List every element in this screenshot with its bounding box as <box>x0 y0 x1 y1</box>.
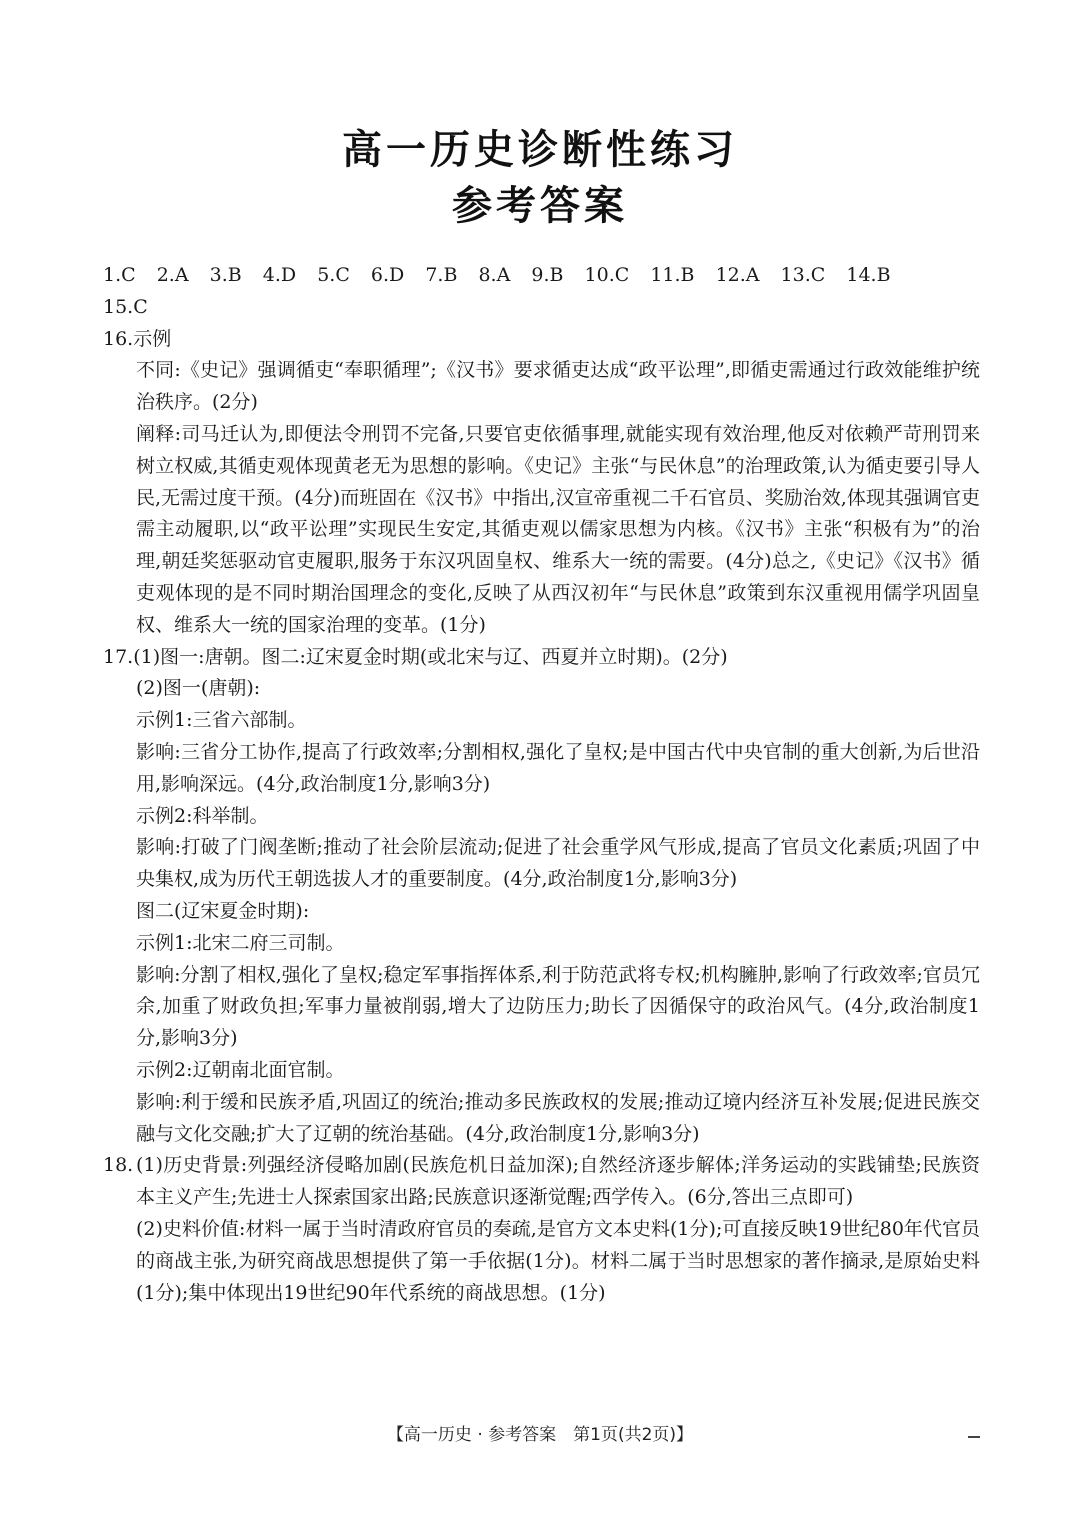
page-footer: 【高一历史 · 参考答案 第1页(共2页)】 <box>386 1425 694 1445</box>
page-title: 高一历史诊断性练习 <box>342 127 738 173</box>
q16-difference: 不同:《史记》强调循吏“奉职循理”;《汉书》要求循吏达成“政平讼理”,即循吏需通过行政效能维护统治秩序。(2分) <box>136 359 980 414</box>
mcq-answers-row-1 <box>103 260 980 292</box>
q17-example-3: 示例1:北宋二府三司制。 <box>136 931 345 954</box>
mcq-answer: 2.A <box>156 264 189 286</box>
q17-part2-heading: (2)图一(唐朝): <box>136 677 261 700</box>
q17-example-2-effect: 影响:打破了门阀垄断;推动了社会阶层流动;促进了社会重学风气形成,提高了官员文化素质;巩固了中央集权,成为历代王朝选拔人才的重要制度。(4分,政治制度1分,影响3分) <box>136 836 980 891</box>
mcq-answer: 5.C <box>317 264 350 286</box>
mcq-answer: 13.C <box>780 264 826 286</box>
mcq-answer: 3.B <box>209 264 242 286</box>
q18-part2: (2)史料价值:材料一属于当时清政府官员的奏疏,是官方文本史料(1分);可直接反映19世纪80年代官员的商战主张,为研究商战思想提供了第一手依据(1分)。材料二属于当时思想家的著作摘录,是原始史料(1分);集中体现出19世纪90年代系统的商战思想。(1分) <box>136 1217 980 1304</box>
q17-example-4-effect: 影响:利于缓和民族矛盾,巩固辽的统治;推动多民族政权的发展;推动辽境内经济互补发展;促进民族交融与文化交融;扩大了辽朝的统治基础。(4分,政治制度1分,影响3分) <box>136 1090 980 1145</box>
mcq-answers-row-2: 15.C <box>103 295 148 318</box>
corner-mark <box>968 1436 980 1438</box>
q18-part1-text: (1)历史背景:列强经济侵略加剧(民族危机日益加深);自然经济逐步解体;洋务运动的实践铺垫;民族资本主义产生;先进士人探索国家出路;民族意识逐渐觉醒;西学传入。(6分,答出三点即可) <box>136 1154 980 1209</box>
q16-explanation: 阐释:司马迁认为,即便法令刑罚不完备,只要官吏依循事理,就能实现有效治理,他反对依赖严苛刑罚来树立权威,其循吏观体现黄老无为思想的影响。《史记》主张“与民休息”的治理政策,认为循吏要引导人民,无需过度干预。(4分)而班固在《汉书》中指出,汉宣帝重视二千石官员、奖励治效,体现其强调官吏需主动履职,以“政平讼理”实现民生安定,其循吏观以儒家思想为内核。《汉书》主张“积极有为”的治理,朝廷奖惩驱动官吏履职,服务于东汉巩固皇权、维系大一统的需要。(4分)总之,《史记》《汉书》循吏观体现的是不同时期治国理念的变化,反映了从西汉初年“与民休息”政策到东汉重视用儒学巩固皇权、维系大一统的国家治理的变革。(1分) <box>136 422 980 636</box>
q17-example-3-effect: 影响:分割了相权,强化了皇权;稳定军事指挥体系,利于防范武将专权;机构臃肿,影响了行政效率;官员冗余,加重了财政负担;军事力量被削弱,增大了边防压力;助长了因循保守的政治风气。(4分,政治制度1分,影响3分) <box>136 963 980 1050</box>
mcq-answer: 7.B <box>425 264 458 286</box>
mcq-answer: 9.B <box>531 264 564 286</box>
q17-example-2: 示例2:科举制。 <box>136 804 269 827</box>
q17-example-1-effect: 影响:三省分工协作,提高了行政效率;分割相权,强化了皇权;是中国古代中央官制的重大创新,为后世沿用,影响深远。(4分,政治制度1分,影响3分) <box>136 740 980 795</box>
q17-figure-2-heading: 图二(辽宋夏金时期): <box>136 899 310 922</box>
mcq-answer: 4.D <box>262 264 297 286</box>
mcq-answer: 11.B <box>650 264 695 286</box>
mcq-answer: 12.A <box>715 264 760 286</box>
q18-part1 <box>103 1150 980 1214</box>
mcq-answer: 14.B <box>846 264 891 286</box>
page-subtitle: 参考答案 <box>452 183 628 229</box>
mcq-answer: 8.A <box>478 264 511 286</box>
q16-label: 16.示例 <box>103 327 172 350</box>
answer-body <box>103 260 980 1309</box>
q17-part1: 17.(1)图一:唐朝。图二:辽宋夏金时期(或北宋与辽、西夏并立时期)。(2分) <box>103 645 728 668</box>
mcq-answer: 10.C <box>584 264 630 286</box>
q17-example-1: 示例1:三省六部制。 <box>136 709 307 732</box>
mcq-answer: 6.D <box>370 264 405 286</box>
q18-number: 18. <box>103 1154 134 1177</box>
q17-example-4: 示例2:辽朝南北面官制。 <box>136 1058 345 1081</box>
mcq-answer: 1.C <box>103 264 136 286</box>
